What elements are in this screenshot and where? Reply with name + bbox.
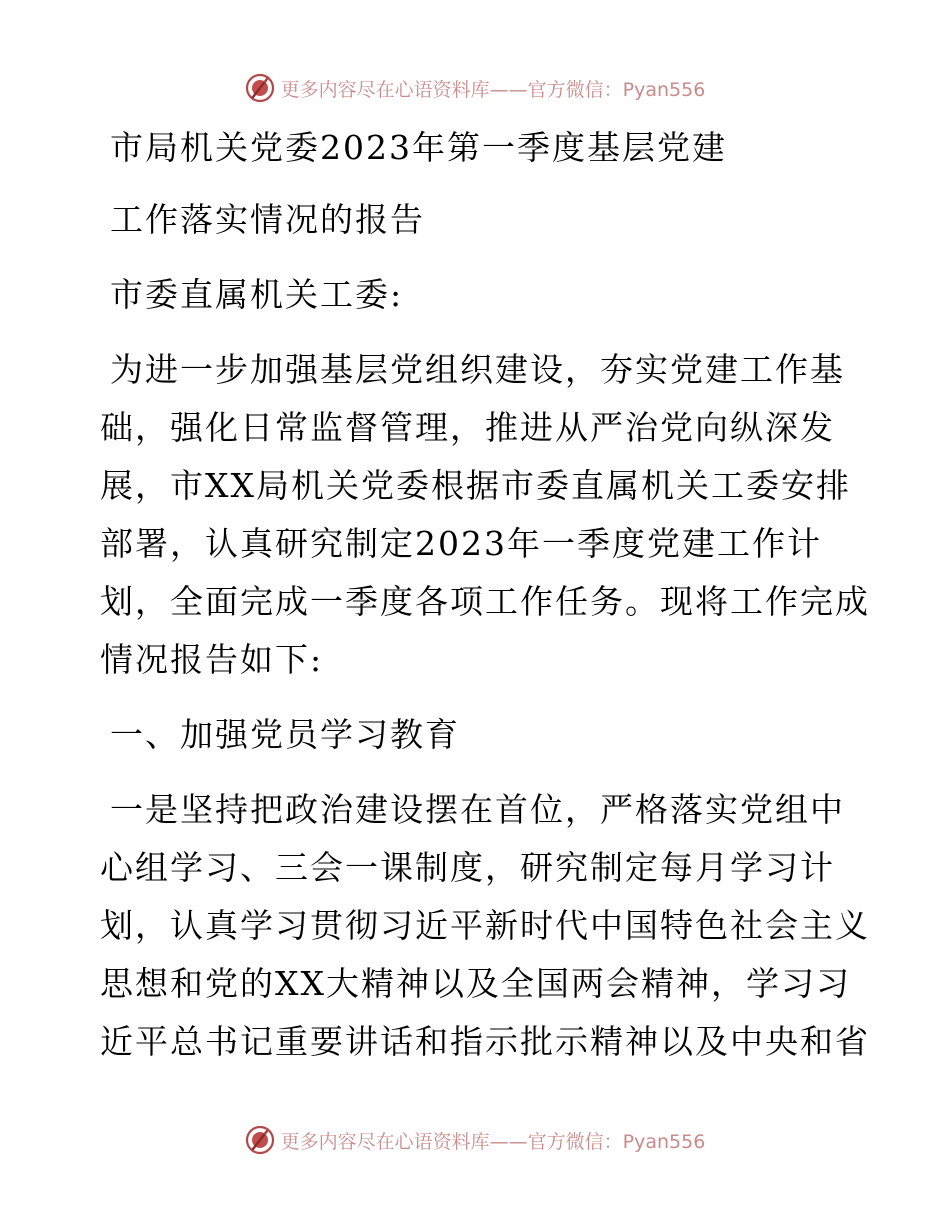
watermark-wechat: 官方微信：Pyan556 — [527, 78, 706, 101]
paragraph-line: 为进一步加强基层党组织建设，夯实党建工作基 — [110, 350, 845, 389]
paragraph-line: 一是坚持把政治建设摆在首位，严格落实党组中 — [110, 790, 845, 829]
watermark-banner-bottom — [0, 1120, 950, 1160]
paragraph-line: 划，认真学习贯彻习近平新时代中国特色社会主义 — [100, 906, 870, 945]
paragraph-line: 础，强化日常监督管理，推进从严治党向纵深发 — [100, 408, 835, 447]
watermark-dash: —— — [489, 1130, 528, 1153]
paragraph-line: 部署，认真研究制定2023年一季度党建工作计 — [100, 524, 822, 563]
addressee: 市委直属机关工委: — [110, 275, 404, 314]
paragraph-line: 近平总书记重要讲话和指示批示精神以及中央和省 — [100, 1022, 870, 1061]
quill-seal-icon — [245, 1125, 275, 1155]
section-heading: 一、加强党员学习教育 — [110, 715, 460, 754]
watermark-wechat: 官方微信：Pyan556 — [527, 1130, 706, 1153]
paragraph-line: 思想和党的XX大精神以及全国两会精神，学习习 — [100, 964, 851, 1003]
watermark-dash: —— — [489, 78, 528, 101]
paragraph-line: 情况报告如下: — [100, 640, 324, 679]
watermark-site: 更多内容尽在心语资料库 — [280, 1130, 490, 1153]
watermark-text — [281, 1127, 706, 1154]
document-title-line-1: 市局机关党委2023年第一季度基层党建 — [110, 128, 727, 167]
paragraph-line: 划，全面完成一季度各项工作任务。现将工作完成 — [100, 582, 870, 621]
paragraph-line: 展，市XX局机关党委根据市委直属机关工委安排 — [100, 466, 851, 505]
document-title-line-2: 工作落实情况的报告 — [110, 200, 425, 239]
paragraph-line: 心组学习、三会一课制度，研究制定每月学习计 — [100, 848, 835, 887]
watermark-site: 更多内容尽在心语资料库 — [280, 78, 490, 101]
